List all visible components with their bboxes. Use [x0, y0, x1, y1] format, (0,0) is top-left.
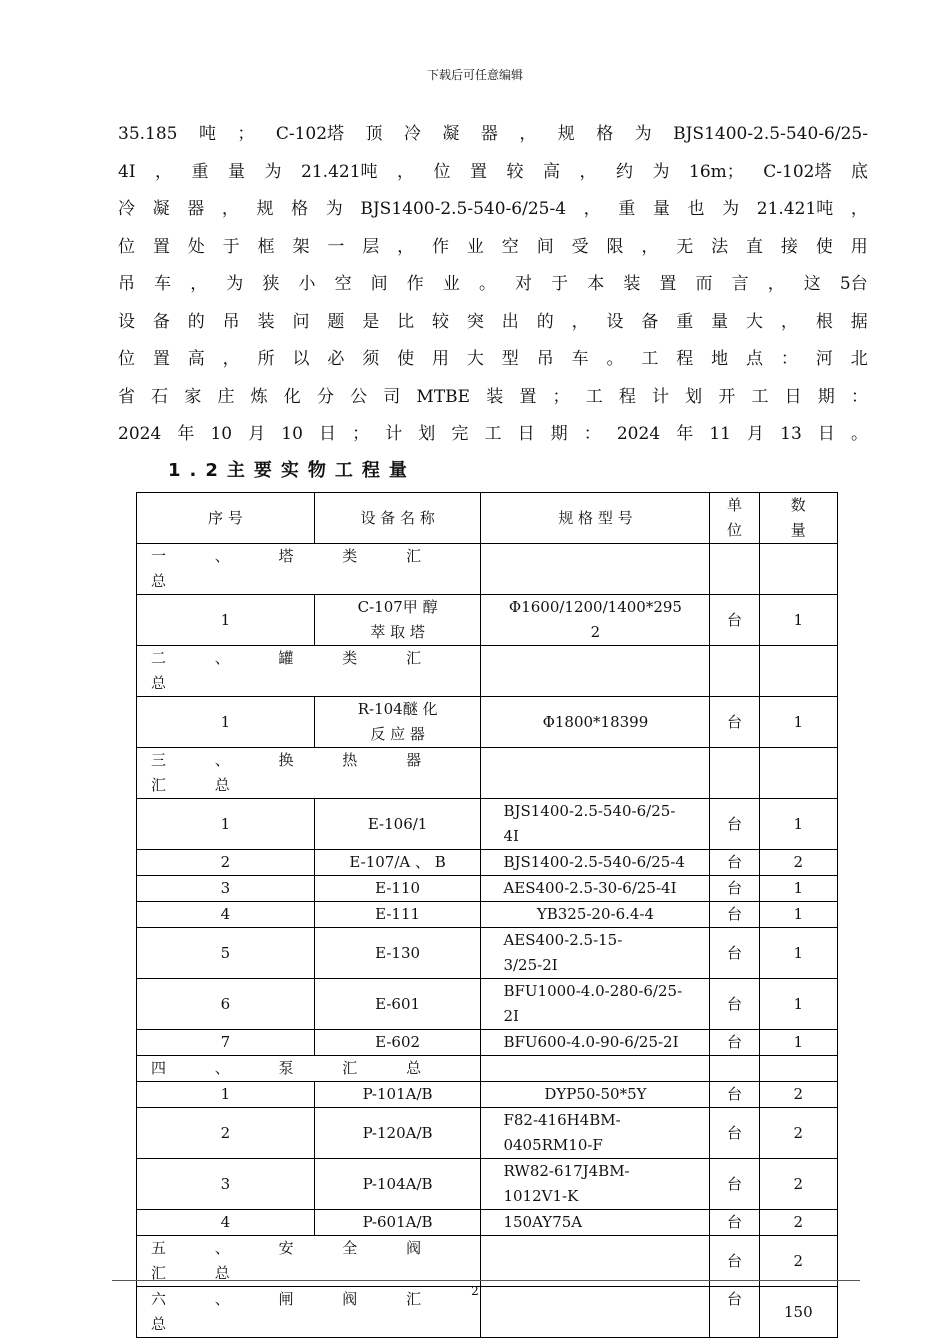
paragraph-line: 省 石 家 庄 炼 化 分 公 司 MTBE 装 置 ； 工 程 计 划 开 工 日 期 ：: [118, 386, 868, 407]
unit-cell: 台: [710, 1236, 759, 1287]
row-number: 2: [137, 850, 315, 876]
row-number: 1: [137, 595, 315, 646]
qty-cell: 1: [759, 697, 837, 748]
table-row: [137, 928, 838, 979]
unit-cell: [710, 748, 759, 799]
equipment-name: E-106/1: [314, 799, 481, 850]
equipment-spec: BJS1400-2.5-540-6/25-4: [481, 850, 710, 876]
qty-cell: 1: [759, 928, 837, 979]
spec-cell: [481, 1056, 710, 1082]
quantity-table: [136, 492, 838, 1338]
equipment-name: E-130: [314, 928, 481, 979]
header-spec: 规 格 型 号: [481, 493, 710, 544]
qty-cell: [759, 748, 837, 799]
qty-cell: 1: [759, 979, 837, 1030]
row-number: 6: [137, 979, 315, 1030]
section-title: 1.2主要实物工程量: [168, 460, 416, 481]
unit-cell: [710, 544, 759, 595]
table-row: [137, 1159, 838, 1210]
qty-cell: 1: [759, 799, 837, 850]
equipment-spec: Φ1800*18399: [481, 697, 710, 748]
unit-cell: 台: [710, 1159, 759, 1210]
paragraph-line: 4I ， 重 量 为 21.421吨 ， 位 置 较 高 ， 约 为 16m； C-102塔 底: [118, 161, 868, 182]
table-row: [137, 799, 838, 850]
table-row: [137, 850, 838, 876]
table-group-row: [137, 544, 838, 595]
footer-divider: [112, 1280, 860, 1281]
paragraph-line: 吊 车 ， 为 狭 小 空 间 作 业 。 对 于 本 装 置 而 言 ， 这 5台: [118, 274, 868, 294]
qty-cell: 1: [759, 902, 837, 928]
header-name: 设 备 名 称: [314, 493, 481, 544]
unit-cell: [710, 1056, 759, 1082]
table-group-row: [137, 646, 838, 697]
equipment-spec: 150AY75A: [481, 1210, 710, 1236]
row-number: 1: [137, 799, 315, 850]
equipment-name: E-602: [314, 1030, 481, 1056]
equipment-name: R-104醚 化 反 应 器: [314, 697, 481, 748]
unit-cell: 台: [710, 902, 759, 928]
header-qty: 数 量: [759, 493, 837, 544]
group-label: 三 、 换 热 器 汇 总: [137, 748, 481, 799]
qty-cell: 2: [759, 850, 837, 876]
qty-cell: 1: [759, 876, 837, 902]
qty-cell: 2: [759, 1108, 837, 1159]
equipment-name: E-111: [314, 902, 481, 928]
group-label: 二 、 罐 类 汇 总: [137, 646, 481, 697]
equipment-spec: BFU600-4.0-90-6/25-2I: [481, 1030, 710, 1056]
row-number: 3: [137, 876, 315, 902]
equipment-spec: AES400-2.5-15- 3/25-2I: [481, 928, 710, 979]
spec-cell: [481, 544, 710, 595]
row-number: 5: [137, 928, 315, 979]
equipment-spec: Φ1600/1200/1400*295 2: [481, 595, 710, 646]
table-header-row: [137, 493, 838, 544]
row-number: 4: [137, 902, 315, 928]
group-label: 四 、 泵 汇 总: [137, 1056, 481, 1082]
equipment-spec: YB325-20-6.4-4: [481, 902, 710, 928]
table-row: [137, 1030, 838, 1056]
equipment-name: P-101A/B: [314, 1082, 481, 1108]
unit-cell: 台: [710, 595, 759, 646]
group-label: 一 、 塔 类 汇 总: [137, 544, 481, 595]
unit-cell: [710, 646, 759, 697]
qty-cell: [759, 646, 837, 697]
equipment-name: P-104A/B: [314, 1159, 481, 1210]
equipment-spec: BJS1400-2.5-540-6/25- 4I: [481, 799, 710, 850]
qty-cell: [759, 544, 837, 595]
unit-cell: 台: [710, 1082, 759, 1108]
header-unit: 单 位: [710, 493, 759, 544]
body-paragraph: [118, 116, 868, 454]
spec-cell: [481, 1236, 710, 1287]
equipment-name: E-601: [314, 979, 481, 1030]
qty-cell: 2: [759, 1210, 837, 1236]
row-number: 7: [137, 1030, 315, 1056]
unit-cell: 台: [710, 876, 759, 902]
group-label: 五 、 安 全 阀 汇 总: [137, 1236, 481, 1287]
equipment-spec: AES400-2.5-30-6/25-4I: [481, 876, 710, 902]
table-row: [137, 1210, 838, 1236]
spec-cell: [481, 646, 710, 697]
unit-cell: 台: [710, 799, 759, 850]
qty-cell: 1: [759, 1030, 837, 1056]
equipment-name: P-120A/B: [314, 1108, 481, 1159]
table-row: [137, 595, 838, 646]
row-number: 1: [137, 1082, 315, 1108]
equipment-name: E-110: [314, 876, 481, 902]
table-row: [137, 1082, 838, 1108]
table-row: [137, 697, 838, 748]
unit-cell: 台: [710, 979, 759, 1030]
header-no: 序 号: [137, 493, 315, 544]
page-header: 下载后可任意编辑: [426, 68, 523, 82]
qty-cell: 2: [759, 1159, 837, 1210]
unit-cell: 台: [710, 1287, 759, 1338]
unit-cell: 台: [710, 697, 759, 748]
equipment-spec: DYP50-50*5Y: [481, 1082, 710, 1108]
row-number: 4: [137, 1210, 315, 1236]
qty-cell: 2: [759, 1082, 837, 1108]
page-number: 2: [471, 1284, 479, 1298]
spec-cell: [481, 748, 710, 799]
table-row: [137, 979, 838, 1030]
table-group-row: [137, 748, 838, 799]
table-row: [137, 1108, 838, 1159]
paragraph-line: 位 置 处 于 框 架 一 层 ， 作 业 空 间 受 限 ， 无 法 直 接 使 用: [118, 236, 868, 257]
unit-cell: 台: [710, 928, 759, 979]
unit-cell: 台: [710, 1210, 759, 1236]
qty-cell: [759, 1056, 837, 1082]
unit-cell: 台: [710, 1030, 759, 1056]
paragraph-line: 2024 年 10 月 10 日 ； 计 划 完 工 日 期 ： 2024 年 11 月 13 日 。: [118, 424, 868, 444]
unit-cell: 台: [710, 850, 759, 876]
equipment-name: C-107甲 醇 萃 取 塔: [314, 595, 481, 646]
unit-cell: 台: [710, 1108, 759, 1159]
qty-cell: 150: [759, 1287, 837, 1338]
table-group-row: [137, 1056, 838, 1082]
paragraph-line: 35.185 吨 ； C-102塔 顶 冷 凝 器 ， 规 格 为 BJS1400-2.5-540-6/25-: [118, 124, 868, 144]
table-group-row: [137, 1236, 838, 1287]
qty-cell: 2: [759, 1236, 837, 1287]
equipment-spec: RW82-617J4BM- 1012V1-K: [481, 1159, 710, 1210]
equipment-spec: BFU1000-4.0-280-6/25- 2I: [481, 979, 710, 1030]
group-label: 六 、 闸 阀 汇 总: [137, 1287, 481, 1338]
paragraph-line: 冷 凝 器 ， 规 格 为 BJS1400-2.5-540-6/25-4 ， 重 量 也 为 21.421吨 ，: [118, 199, 868, 219]
equipment-name: P-601A/B: [314, 1210, 481, 1236]
table-row: [137, 902, 838, 928]
row-number: 3: [137, 1159, 315, 1210]
row-number: 1: [137, 697, 315, 748]
equipment-spec: F82-416H4BM- 0405RM10-F: [481, 1108, 710, 1159]
paragraph-line: 位 置 高 ， 所 以 必 须 使 用 大 型 吊 车 。 工 程 地 点 ： 河 北: [118, 349, 868, 369]
table-row: [137, 876, 838, 902]
row-number: 2: [137, 1108, 315, 1159]
equipment-name: E-107/A 、 B: [314, 850, 481, 876]
qty-cell: 1: [759, 595, 837, 646]
paragraph-line: 设 备 的 吊 装 问 题 是 比 较 突 出 的 ， 设 备 重 量 大 ， 根 据: [118, 311, 868, 332]
